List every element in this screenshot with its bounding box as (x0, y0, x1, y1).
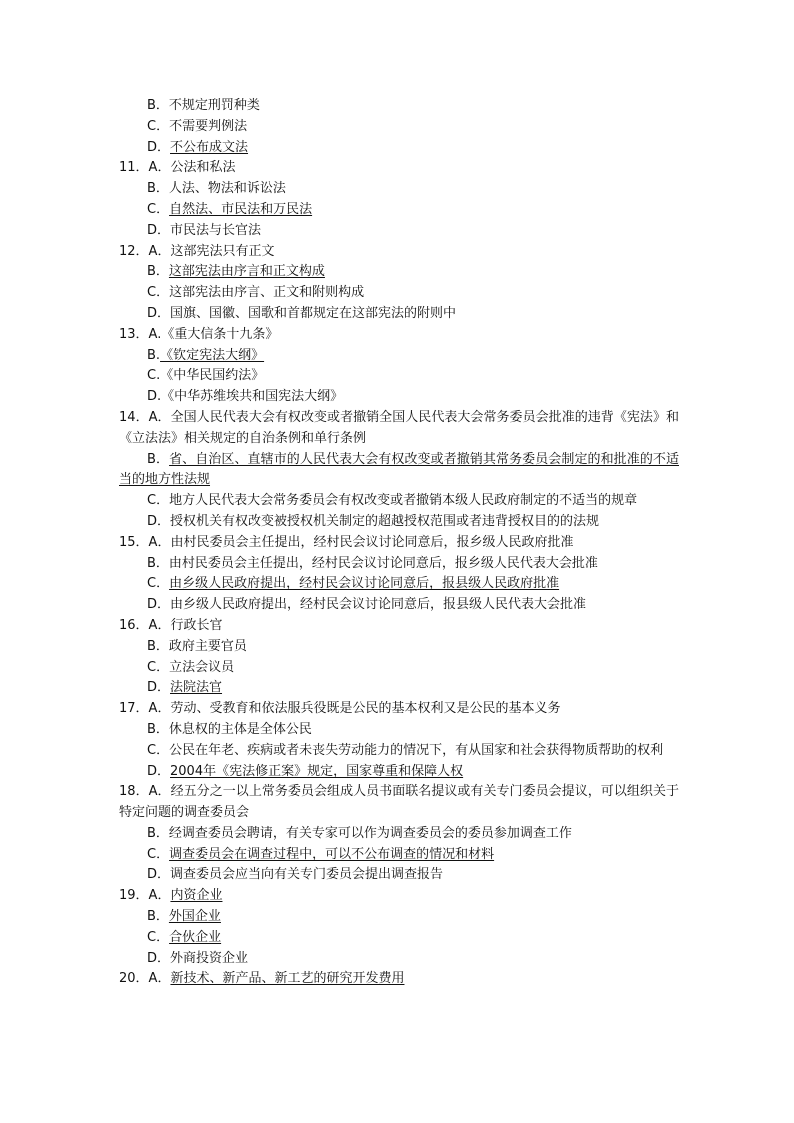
option-label: A． (148, 243, 171, 259)
question-number: 12． (119, 243, 149, 259)
option-text: 政府主要官员 (168, 638, 247, 654)
question-number: 13． (119, 326, 149, 342)
option-label: B. (147, 347, 161, 363)
option-label: C． (147, 201, 170, 217)
question-number: 15． (119, 534, 149, 550)
question-number: 16． (119, 617, 149, 633)
question-line (119, 533, 679, 554)
question-number: 11． (119, 160, 149, 176)
option-text: 全国人民代表大会有权改变或者撤销全国人民代表大会常务委员会批准的违背《宪法》和《立法法》相关规定的自治条例和单行条例 (119, 409, 679, 446)
option-label: C． (147, 576, 170, 592)
option-label: C． (147, 285, 170, 301)
option-label: B． (147, 451, 170, 467)
underlined-answer-text: 省、自治区、直辖市的人民代表大会有权改变或者撤销其常务委员会制定的和批准的不适当的地方性法规 (119, 451, 679, 488)
option-text: 这部宪法由序言、正文和附则构成 (169, 285, 365, 301)
option-text: 由村民委员会主任提出，经村民会议讨论同意后，报乡级人民代表大会批准 (168, 555, 598, 571)
option-label: C. (147, 368, 161, 384)
option-label: A． (148, 534, 171, 550)
question-number: 18． (119, 784, 149, 800)
underlined-answer-text: 2004年《宪法修正案》规定，国家尊重和保障人权 (170, 763, 464, 779)
option-label: D． (147, 867, 171, 883)
option-text: 市民法与长官法 (170, 222, 262, 238)
question-line (119, 242, 679, 263)
option-label: A． (148, 409, 171, 425)
option-line (119, 262, 679, 283)
option-label: D． (147, 222, 171, 238)
option-line (119, 595, 679, 616)
option-line (119, 221, 679, 242)
option-label: A． (148, 784, 171, 800)
option-text: 公民在年老、疾病或者未丧失劳动能力的情况下，有从国家和社会获得物质帮助的权利 (169, 742, 664, 758)
question-line (119, 158, 679, 179)
option-label: B． (147, 181, 169, 197)
option-line (119, 845, 679, 866)
option-text: 由村民委员会主任提出，经村民会议讨论同意后，报乡级人民政府批准 (170, 534, 574, 550)
question-line (119, 325, 679, 346)
option-line (119, 512, 679, 533)
option-line (119, 283, 679, 304)
option-label: B． (147, 638, 169, 654)
option-line (119, 928, 679, 949)
question-line (119, 616, 679, 637)
option-text: 由乡级人民政府提出，经村民会议讨论同意后，报县级人民代表大会批准 (170, 597, 587, 613)
option-line (119, 491, 679, 512)
underlined-answer-text: 不公布成文法 (170, 139, 249, 155)
option-line (119, 658, 679, 679)
option-text: 《重大信条十九条》 (161, 326, 279, 342)
option-label: C． (147, 742, 170, 758)
option-text: 这部宪法只有正文 (170, 243, 275, 259)
option-text: 不需要判例法 (169, 118, 248, 134)
option-label: B． (147, 98, 169, 113)
option-label: D． (147, 597, 171, 613)
underlined-answer-text: 自然法、市民法和万民法 (169, 201, 313, 217)
option-line (119, 366, 679, 387)
option-text: 经五分之一以上常务委员会组成人员书面联名提议或有关专门委员会提议，可以组织关于特定问题的调查委员会 (119, 784, 679, 821)
option-text: 经调查委员会聘请，有关专家可以作为调查委员会的委员参加调查工作 (168, 825, 572, 841)
underlined-answer-text: 由乡级人民政府提出，经村民会议讨论同意后，报县级人民政府批准 (169, 576, 560, 592)
underlined-answer-text: 外国企业 (168, 909, 221, 925)
underlined-answer-text: 法院法官 (170, 680, 223, 696)
option-line (119, 907, 679, 928)
option-text: 公法和私法 (170, 160, 236, 176)
option-text: 休息权的主体是全体公民 (168, 721, 312, 737)
option-label: A． (148, 160, 171, 176)
option-line (119, 138, 679, 159)
option-text: 国旗、国徽、国歌和首都规定在这部宪法的附则中 (170, 305, 457, 321)
question-number: 14． (119, 409, 149, 425)
question-line (119, 969, 679, 990)
question-line (119, 782, 679, 824)
underlined-answer-text: 调查委员会在调查过程中，可以不公布调查的情况和材料 (169, 846, 495, 862)
option-label: C． (147, 929, 170, 945)
option-line (119, 949, 679, 970)
option-label: D． (147, 950, 171, 966)
question-line (119, 408, 679, 450)
option-label: B． (147, 555, 169, 571)
option-text: 授权机关有权改变被授权机关制定的超越授权范围或者违背授权目的的法规 (170, 513, 600, 529)
option-label: B． (147, 825, 169, 841)
question-number: 17． (119, 701, 149, 717)
option-line (119, 824, 679, 845)
option-line (119, 865, 679, 886)
option-line (119, 762, 679, 783)
option-line (119, 554, 679, 575)
option-text: 外商投资企业 (170, 950, 249, 966)
option-label: B． (147, 721, 169, 737)
option-line (119, 387, 679, 408)
question-number: 20． (119, 971, 149, 987)
option-text: 《中华苏维埃共和国宪法大纲》 (161, 389, 344, 405)
underlined-answer-text: 新技术、新产品、新工艺的研究开发费用 (170, 971, 405, 987)
option-line (119, 304, 679, 325)
option-label: A． (148, 701, 171, 717)
option-line (119, 179, 679, 200)
option-line (119, 720, 679, 741)
option-text: 行政长官 (170, 617, 223, 633)
underlined-answer-text: 这部宪法由序言和正文构成 (168, 264, 325, 280)
question-line (119, 699, 679, 720)
option-text: 调查委员会应当向有关专门委员会提出调查报告 (170, 867, 444, 883)
option-text: 人法、物法和诉讼法 (168, 181, 286, 197)
option-label: D． (147, 139, 171, 155)
option-label: D． (147, 513, 171, 529)
option-line (119, 200, 679, 221)
option-line (119, 450, 679, 492)
option-label: A． (148, 971, 171, 987)
option-label: C． (147, 659, 170, 675)
option-line (119, 574, 679, 595)
option-label: C． (147, 118, 170, 134)
option-label: A． (148, 617, 171, 633)
question-number: 19． (119, 888, 149, 904)
option-label: D． (147, 763, 171, 779)
underlined-answer-text: 内资企业 (170, 888, 223, 904)
option-line (119, 346, 679, 367)
option-text: 《中华民国约法》 (160, 368, 265, 384)
option-line (119, 117, 679, 138)
option-line (119, 96, 679, 117)
question-line (119, 886, 679, 907)
option-text: 立法会议员 (169, 659, 235, 675)
option-label: D. (147, 389, 162, 405)
underlined-answer-text: 合伙企业 (169, 929, 222, 945)
option-label: B． (147, 264, 169, 280)
option-line (119, 678, 679, 699)
option-line (119, 637, 679, 658)
option-label: C． (147, 846, 170, 862)
option-label: C． (147, 493, 170, 509)
option-label: D． (147, 680, 171, 696)
option-text: 不规定刑罚种类 (168, 98, 260, 113)
option-label: B． (147, 909, 169, 925)
option-text: 地方人民代表大会常务委员会有权改变或者撤销本级人民政府制定的不适当的规章 (169, 493, 638, 509)
underlined-answer-text: 《钦定宪法大纲》 (160, 347, 265, 363)
document-body (119, 96, 679, 990)
option-text: 劳动、受教育和依法服兵役既是公民的基本权利又是公民的基本义务 (170, 701, 561, 717)
option-line (119, 741, 679, 762)
option-label: A. (148, 326, 162, 342)
option-label: A． (148, 888, 171, 904)
option-label: D． (147, 305, 171, 321)
